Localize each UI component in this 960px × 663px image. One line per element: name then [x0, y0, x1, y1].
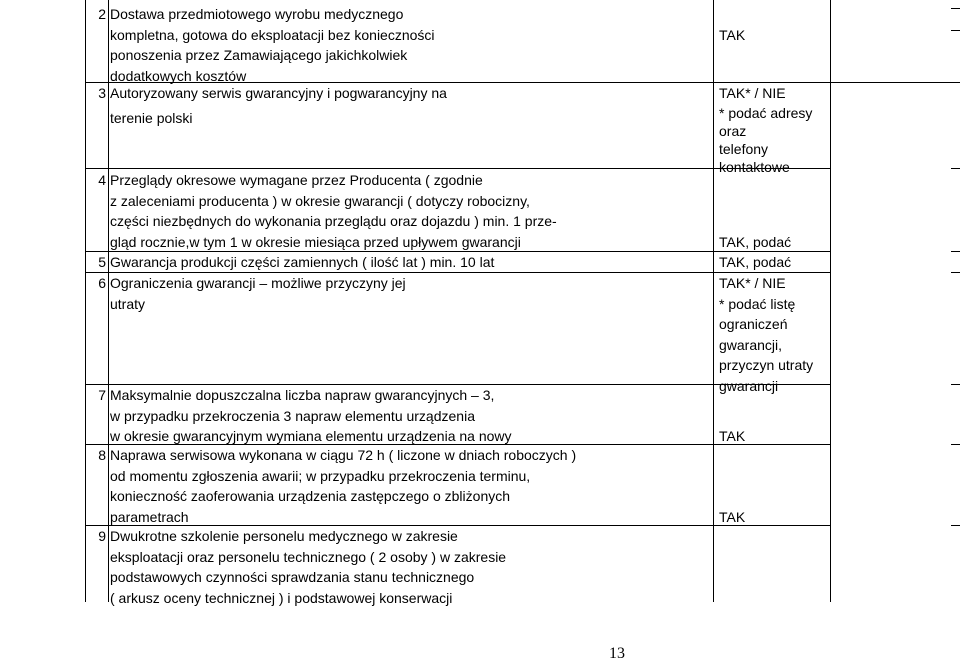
row-description: [110, 170, 710, 252]
value-line: [719, 191, 849, 212]
edge-mark: [951, 525, 960, 526]
description-line: podstawowych czynności sprawdzania stanu technicznego: [110, 569, 475, 585]
description-line: ponoszenia przez Zamawiającego jakichkolwiek: [110, 47, 408, 63]
description-line: Dostawa przedmiotowego wyrobu medycznego: [110, 6, 404, 22]
description-line: Autoryzowany serwis gwarancyjny i pogwarancyjny na: [110, 85, 447, 101]
row-value: [719, 252, 849, 273]
description-line: Gwarancja produkcji części zamiennych ( ilość lat ) min. 10 lat: [110, 254, 495, 270]
description-line: Dwukrotne szkolenie personelu medycznego w zakresie: [110, 528, 458, 544]
description-line: Maksymalnie dopuszczalna liczba napraw gwarancyjnych – 3,: [110, 387, 495, 403]
row-number: 7: [98, 387, 106, 403]
description-line: Przeglądy okresowe wymagane przez Producenta ( zgodnie: [110, 172, 483, 188]
row-number: 3: [98, 85, 106, 101]
description-line: gląd rocznie,w tym 1 w okresie miesiąca przed upływem gwarancji: [110, 233, 521, 250]
value-line: telefony: [719, 141, 769, 157]
description-line: Naprawa serwisowa wykonana w ciągu 72 h ( liczone w dniach roboczych ): [110, 447, 577, 463]
value-line: ograniczeń: [719, 316, 788, 332]
description-line: od momentu zgłoszenia awarii; w przypadku przekroczenia terminu,: [110, 467, 531, 484]
edge-mark: [951, 384, 960, 385]
value-line: [719, 4, 849, 25]
row-number: 6: [98, 275, 106, 291]
description-line: części niezbędnych do wykonania przeglądu oraz dojazdu ) min. 1 prze-: [110, 213, 557, 229]
edge-mark: [951, 444, 960, 445]
row-description: [110, 4, 710, 86]
value-line: [719, 466, 849, 487]
row-description: [110, 526, 710, 608]
row-description: [110, 445, 710, 527]
description-line: eksploatacji oraz personelu technicznego ( 2 osoby ) w zakresie: [110, 548, 507, 565]
value-line: oraz: [719, 123, 747, 139]
description-line: parametrach: [110, 508, 189, 525]
edge-mark: [951, 8, 960, 9]
value-line: [719, 385, 849, 406]
description-line: z zaleceniami producenta ) w okresie gwarancji ( dotyczy robocizny,: [110, 192, 530, 209]
value-line: [719, 486, 849, 507]
edge-mark: [951, 82, 960, 83]
description-line: utraty: [110, 295, 146, 312]
row-value: [719, 4, 849, 45]
table-number-divider: [108, 0, 109, 602]
edge-mark: [951, 168, 960, 169]
row-description: [110, 273, 710, 314]
value-line: TAK* / NIE: [719, 275, 786, 291]
value-line: TAK: [719, 508, 746, 525]
edge-mark: [951, 272, 960, 273]
value-line: [719, 406, 849, 427]
row-value: [719, 273, 849, 396]
table-value-divider: [713, 0, 714, 602]
row-value: [719, 445, 849, 527]
row-number: 5: [98, 254, 106, 270]
value-line: przyczyn utraty: [719, 357, 814, 373]
row-description: [110, 252, 710, 273]
description-line: w przypadku przekroczenia 3 napraw elementu urządzenia: [110, 407, 475, 424]
edge-mark: [951, 30, 960, 31]
row-number: 8: [98, 447, 106, 463]
edge-mark: [951, 251, 960, 252]
row-description: [110, 83, 710, 128]
row-number: 2: [98, 6, 106, 22]
value-line: TAK, podać: [719, 254, 792, 270]
value-line: TAK: [719, 26, 746, 43]
row-value: [719, 170, 849, 252]
value-line: * podać listę: [719, 295, 796, 312]
description-line: kompletna, gotowa do eksploatacji bez konieczności: [110, 26, 435, 43]
description-line: Ograniczenia gwarancji – możliwe przyczyny jej: [110, 275, 406, 291]
value-line: TAK, podać: [719, 233, 792, 250]
row-value: [719, 385, 849, 447]
value-line: [719, 445, 849, 466]
row-number: 9: [98, 528, 106, 544]
description-line: dodatkowych kosztów: [110, 67, 247, 84]
value-line: gwarancji: [719, 377, 779, 394]
description-line: konieczność zaoferowania urządzenia zastępczego o zbliżonych: [110, 488, 511, 504]
row-value: [719, 84, 849, 176]
value-line: kontaktowe: [719, 159, 790, 175]
value-line: [719, 170, 849, 191]
value-line: * podać adresy: [719, 105, 813, 121]
value-line: [719, 211, 849, 232]
value-line: TAK: [719, 428, 746, 444]
row-number: 4: [98, 172, 106, 188]
description-line: w okresie gwarancyjnym wymiana elementu urządzenia na nowy: [110, 428, 512, 444]
page-number: 13: [609, 645, 625, 662]
value-line: TAK* / NIE: [719, 85, 786, 101]
value-line: gwarancji,: [719, 336, 783, 353]
edge-rule: [830, 82, 951, 83]
description-line: ( arkusz oceny technicznej ) i podstawowej konserwacji: [110, 589, 453, 606]
row-description: [110, 385, 710, 447]
description-line: terenie polski: [110, 109, 193, 126]
